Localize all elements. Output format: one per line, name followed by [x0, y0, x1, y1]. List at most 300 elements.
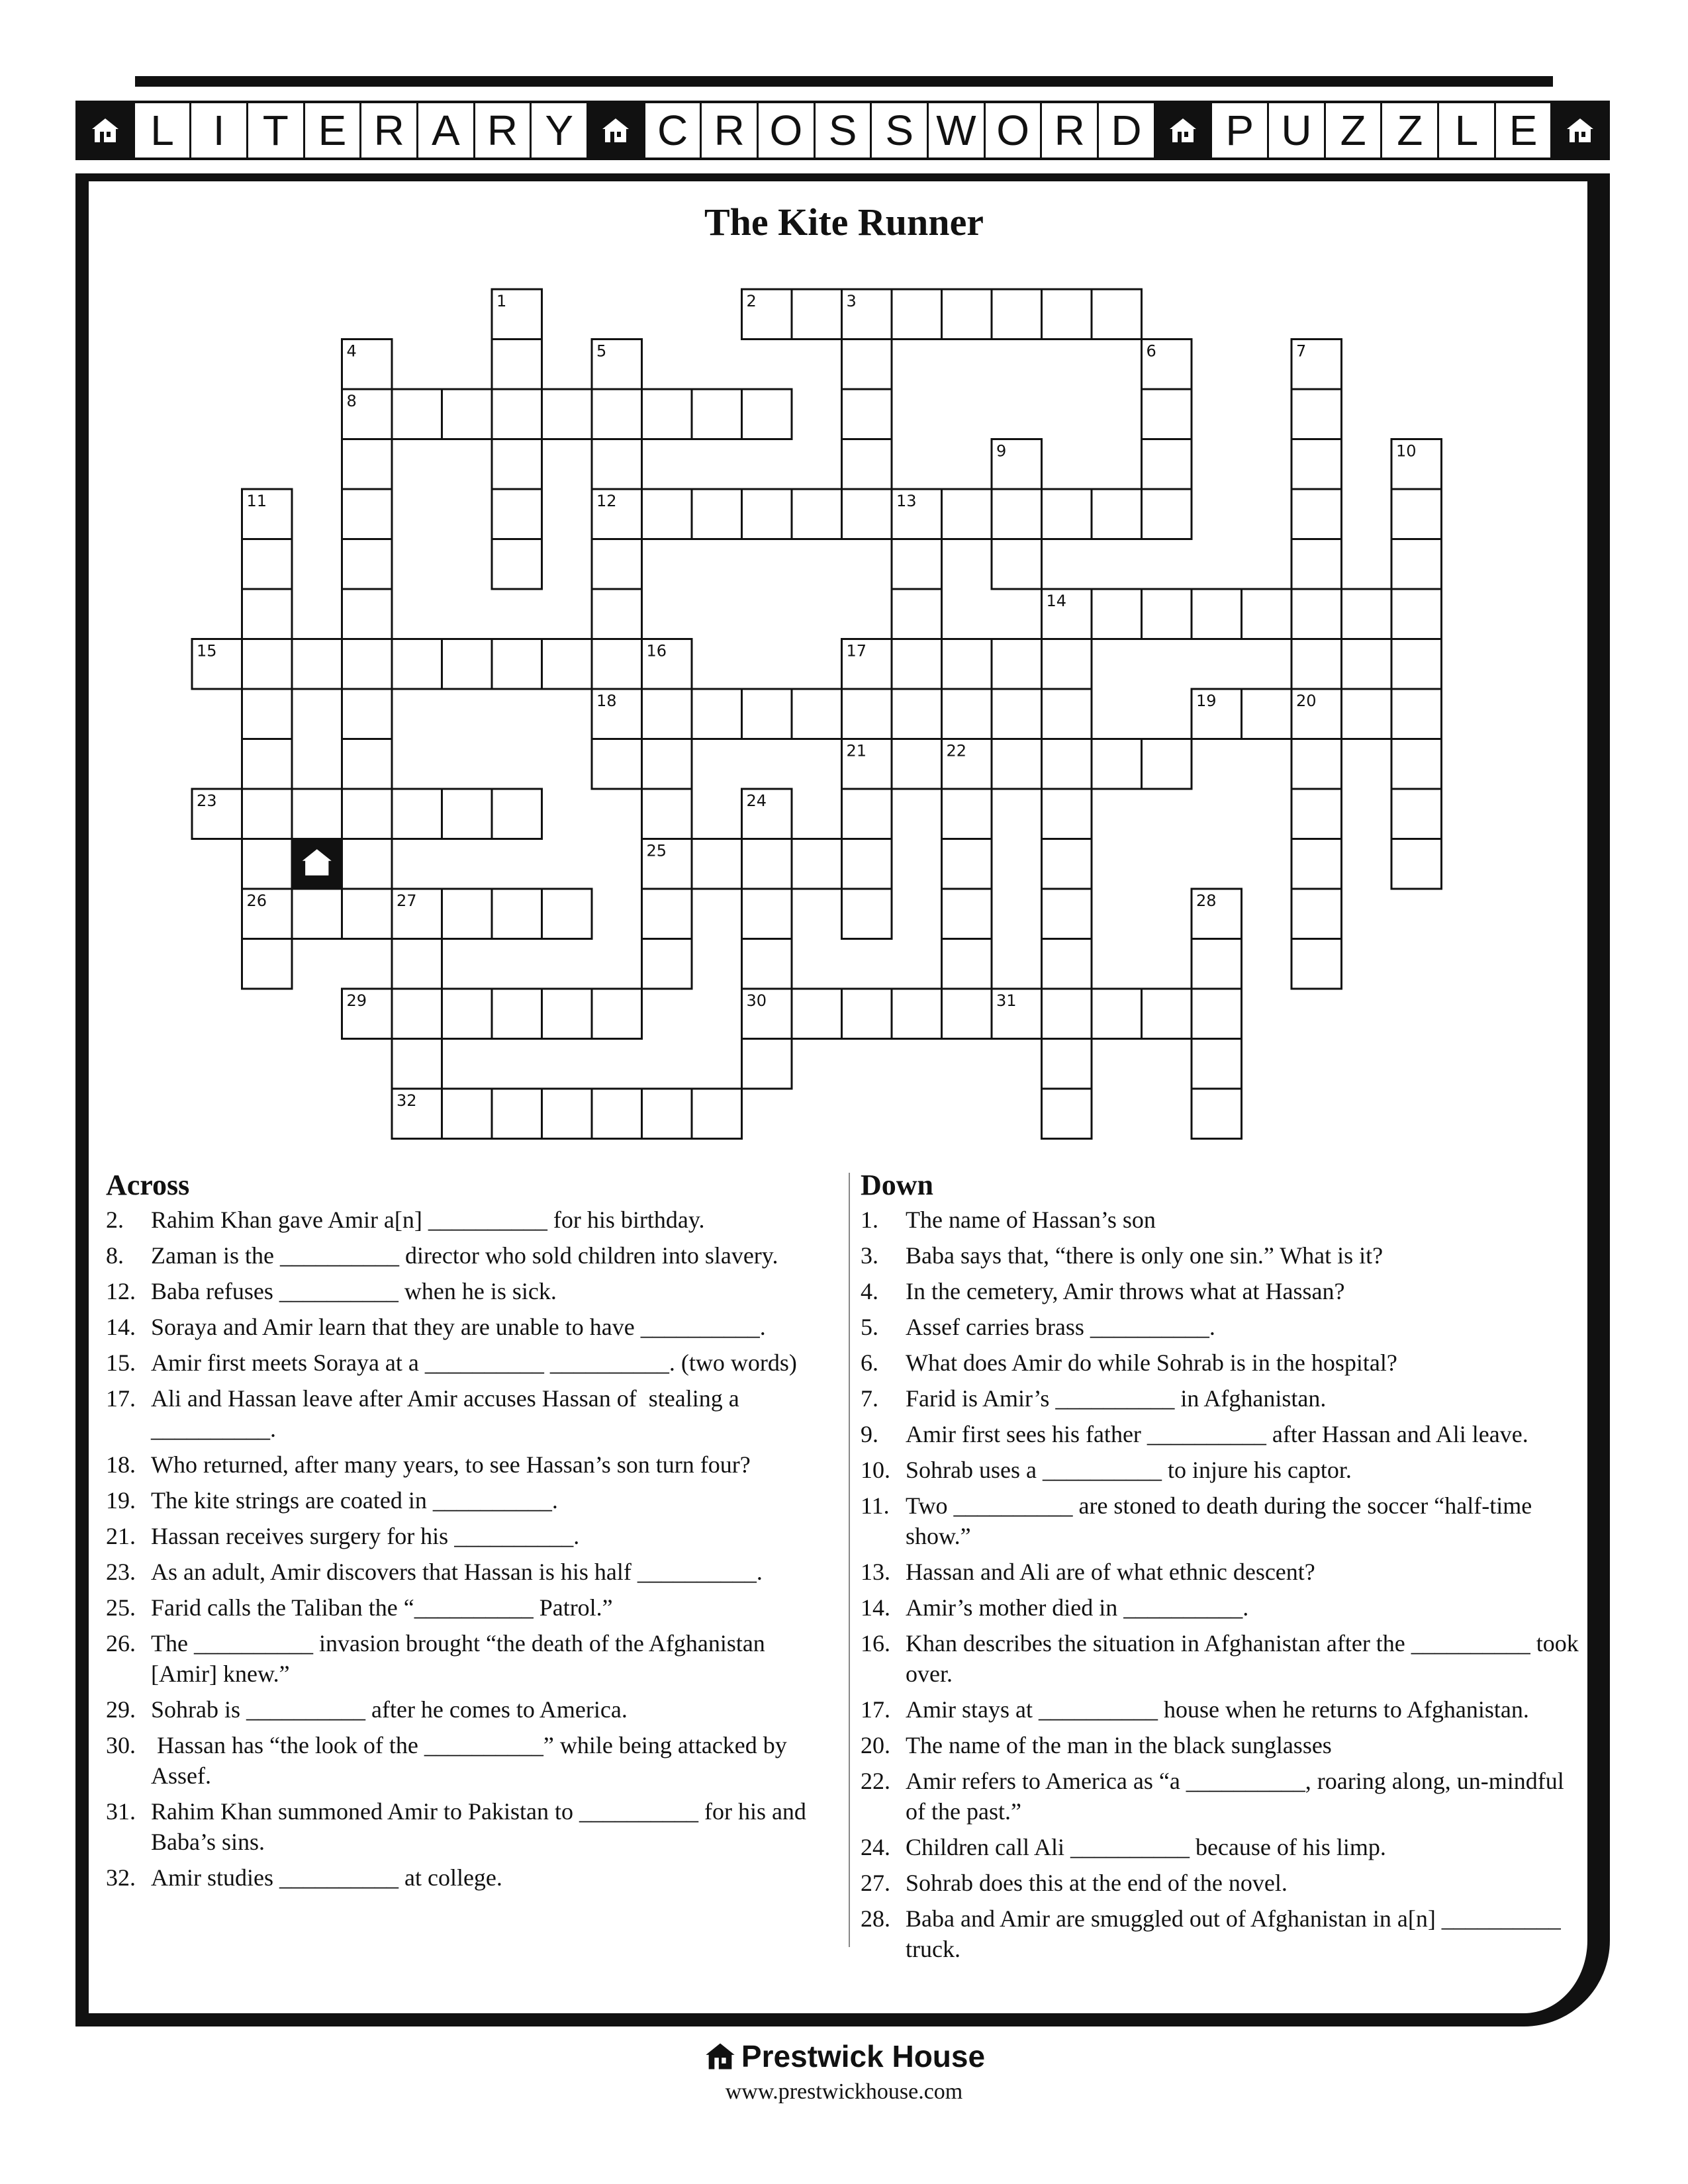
grid-cell[interactable] — [492, 1089, 542, 1139]
website-url: www.prestwickhouse.com — [725, 2079, 963, 2104]
grid-cell[interactable] — [1042, 839, 1092, 889]
banner-letter: E — [1496, 103, 1553, 158]
grid-cell[interactable] — [242, 539, 293, 590]
column-divider — [849, 1173, 850, 1947]
grid-cell[interactable] — [342, 589, 393, 639]
grid-cell[interactable] — [292, 889, 342, 939]
banner-letter: U — [1269, 103, 1326, 158]
cell-number: 14 — [1046, 592, 1067, 610]
cell-number: 15 — [197, 641, 217, 660]
grid-cell[interactable] — [392, 389, 442, 439]
clue-text: Khan describes the situation in Afghanistan after the __________ took over. — [906, 1630, 1585, 1687]
grid-cell[interactable] — [342, 689, 393, 739]
grid-cell[interactable] — [1391, 589, 1442, 639]
grid-cell[interactable] — [542, 989, 592, 1039]
grid-cell[interactable] — [1192, 939, 1242, 989]
grid-cell[interactable] — [342, 839, 393, 889]
clue-number: 18. — [106, 1451, 136, 1478]
grid-cell[interactable] — [842, 439, 892, 490]
grid-cell[interactable] — [592, 539, 642, 590]
clue-number: 5. — [861, 1314, 878, 1340]
clue-number: 2. — [106, 1206, 124, 1233]
clue-number: 30. — [106, 1732, 136, 1758]
grid-cell[interactable] — [292, 639, 342, 690]
clue-text: Amir first sees his father __________ after Hassan and Ali leave. — [906, 1421, 1528, 1447]
clue-number: 26. — [106, 1630, 136, 1657]
grid-cell[interactable] — [1391, 839, 1442, 889]
banner-letter: W — [929, 103, 986, 158]
clue-text: Sohrab does this at the end of the novel. — [906, 1870, 1288, 1896]
grid-cell[interactable] — [742, 889, 792, 939]
grid-cell[interactable] — [1042, 1039, 1092, 1089]
grid-cell[interactable] — [1042, 689, 1092, 739]
grid-cell[interactable] — [842, 340, 892, 390]
cell-number: 25 — [646, 841, 667, 860]
grid-cell[interactable] — [1042, 989, 1092, 1039]
grid-cell[interactable] — [342, 489, 393, 539]
clue-text: The kite strings are coated in __________. — [151, 1487, 558, 1514]
banner-letter: Y — [532, 103, 588, 158]
cell-number: 6 — [1146, 341, 1156, 361]
clue-text: The name of Hassan’s son — [906, 1206, 1156, 1233]
banner-letter: L — [135, 103, 192, 158]
grid-cell[interactable] — [492, 639, 542, 690]
grid-cell[interactable] — [992, 639, 1042, 690]
cell-number: 21 — [846, 741, 867, 760]
grid-cell[interactable] — [1142, 739, 1192, 790]
grid-cell[interactable] — [1092, 739, 1142, 790]
down-clue — [861, 1312, 1585, 1342]
down-clue — [861, 1557, 1585, 1587]
cell-number: 10 — [1396, 441, 1417, 461]
clue-text: Soraya and Amir learn that they are unable to have __________. — [151, 1314, 766, 1340]
cell-number: 24 — [746, 792, 767, 810]
grid-cell[interactable] — [592, 739, 642, 790]
grid-cell[interactable] — [992, 689, 1042, 739]
grid-cell[interactable] — [342, 789, 393, 839]
across-heading: Across — [106, 1169, 190, 1201]
grid-cell[interactable] — [592, 989, 642, 1039]
grid-cell[interactable] — [792, 989, 842, 1039]
clue-text: The __________ invasion brought “the death of the Afghanistan [Amir] knew.” — [151, 1630, 771, 1687]
clue-text: Who returned, after many years, to see Hassan’s son turn four? — [151, 1451, 751, 1478]
down-clue — [861, 1903, 1585, 1964]
grid-cell[interactable] — [992, 489, 1042, 539]
clue-text: Ali and Hassan leave after Amir accuses Hassan of stealing a __________. — [151, 1385, 745, 1442]
banner-letter: T — [248, 103, 305, 158]
grid-cell[interactable] — [242, 839, 293, 889]
grid-cell[interactable] — [1042, 489, 1092, 539]
clue-number: 23. — [106, 1559, 136, 1585]
grid-cell[interactable] — [842, 989, 892, 1039]
cell-number: 22 — [946, 741, 967, 760]
across-clue — [106, 1592, 834, 1623]
grid-cell[interactable] — [492, 539, 542, 590]
grid-cell[interactable] — [442, 1089, 492, 1139]
cell-number: 32 — [397, 1091, 417, 1110]
grid-cell[interactable] — [1342, 589, 1392, 639]
grid-cell[interactable] — [942, 689, 992, 739]
clue-number: 9. — [861, 1421, 878, 1447]
cell-number: 20 — [1296, 692, 1317, 710]
grid-cell[interactable] — [1291, 489, 1342, 539]
grid-cell[interactable] — [1242, 589, 1292, 639]
grid-cell[interactable] — [892, 989, 942, 1039]
cell-number: 18 — [596, 692, 617, 710]
grid-cell[interactable] — [592, 1089, 642, 1139]
grid-cell[interactable] — [842, 689, 892, 739]
grid-cell[interactable] — [1192, 1089, 1242, 1139]
clue-text: Rahim Khan summoned Amir to Pakistan to __________ for his and Baba’s sins. — [151, 1798, 812, 1855]
cell-number: 9 — [996, 441, 1007, 461]
grid-cell[interactable] — [1291, 639, 1342, 690]
banner-letter: E — [305, 103, 362, 158]
grid-cell[interactable] — [942, 939, 992, 989]
grid-cell[interactable] — [342, 739, 393, 790]
grid-cell[interactable] — [692, 489, 742, 539]
grid-cell[interactable] — [792, 289, 842, 340]
grid-cell[interactable] — [892, 289, 942, 340]
grid-cell[interactable] — [392, 989, 442, 1039]
grid-cell[interactable] — [242, 689, 293, 739]
grid-cell[interactable] — [1092, 989, 1142, 1039]
grid-cell[interactable] — [542, 889, 592, 939]
grid-cell[interactable] — [492, 489, 542, 539]
grid-cell[interactable] — [1291, 889, 1342, 939]
cell-number: 13 — [896, 492, 917, 510]
grid-cell[interactable] — [1142, 489, 1192, 539]
grid-cell[interactable] — [1142, 389, 1192, 439]
down-clue — [861, 1832, 1585, 1862]
clue-number: 28. — [861, 1905, 890, 1932]
grid-cell[interactable] — [392, 639, 442, 690]
grid-cell[interactable] — [1092, 589, 1142, 639]
cell-number: 31 — [996, 991, 1017, 1010]
grid-cell[interactable] — [1242, 689, 1292, 739]
house-icon — [292, 839, 342, 889]
grid-cell[interactable] — [1092, 489, 1142, 539]
grid-cell[interactable] — [942, 889, 992, 939]
grid-cell[interactable] — [642, 489, 692, 539]
grid-cell[interactable] — [692, 839, 742, 889]
grid-cell[interactable] — [242, 639, 293, 690]
grid-cell[interactable] — [492, 889, 542, 939]
clue-text: Two __________ are stoned to death during the soccer “half-time show.” — [906, 1492, 1538, 1549]
grid-cell[interactable] — [742, 939, 792, 989]
grid-cell[interactable] — [1291, 939, 1342, 989]
clue-text: The name of the man in the black sunglasses — [906, 1732, 1332, 1758]
grid-cell[interactable] — [492, 989, 542, 1039]
grid-cell[interactable] — [842, 389, 892, 439]
grid-cell[interactable] — [242, 939, 293, 989]
cell-number: 29 — [346, 991, 367, 1010]
grid-cell[interactable] — [692, 689, 742, 739]
clue-text: Assef carries brass __________. — [906, 1314, 1215, 1340]
grid-cell[interactable] — [642, 939, 692, 989]
grid-cell[interactable] — [1142, 989, 1192, 1039]
grid-cell[interactable] — [342, 889, 393, 939]
across-clues — [106, 1170, 834, 1898]
grid-cell[interactable] — [592, 389, 642, 439]
grid-cell[interactable] — [442, 639, 492, 690]
across-clue — [106, 1276, 834, 1306]
grid-cell[interactable] — [492, 389, 542, 439]
footer-logo — [0, 2038, 1688, 2105]
grid-cell[interactable] — [942, 639, 992, 690]
grid-cell[interactable] — [642, 1089, 692, 1139]
cell-number: 26 — [246, 891, 267, 910]
clue-number: 22. — [861, 1768, 890, 1794]
across-clue — [106, 1557, 834, 1587]
across-clue — [106, 1240, 834, 1271]
grid-cell[interactable] — [942, 989, 992, 1039]
grid-cell[interactable] — [1042, 289, 1092, 340]
down-clues — [861, 1170, 1585, 1970]
grid-cell[interactable] — [1142, 589, 1192, 639]
grid-cell[interactable] — [742, 689, 792, 739]
cell-number: 12 — [596, 492, 617, 510]
banner-letter: Z — [1382, 103, 1439, 158]
grid-cell[interactable] — [692, 1089, 742, 1139]
banner-letter: P — [1212, 103, 1269, 158]
grid-cell[interactable] — [1391, 739, 1442, 790]
grid-cell[interactable] — [642, 389, 692, 439]
clue-number: 15. — [106, 1349, 136, 1376]
across-clue — [106, 1628, 834, 1689]
grid-cell[interactable] — [792, 489, 842, 539]
grid-cell[interactable] — [1291, 439, 1342, 490]
grid-cell[interactable] — [792, 839, 842, 889]
clue-text: What does Amir do while Sohrab is in the hospital? — [906, 1349, 1397, 1376]
grid-cell[interactable] — [1391, 539, 1442, 590]
clue-text: In the cemetery, Amir throws what at Hassan? — [906, 1278, 1345, 1304]
down-clue — [861, 1694, 1585, 1725]
grid-cell[interactable] — [242, 789, 293, 839]
across-clue — [106, 1485, 834, 1516]
puzzle-title: The Kite Runner — [704, 201, 984, 244]
house-icon — [703, 2039, 737, 2073]
clue-number: 6. — [861, 1349, 878, 1376]
cell-number: 28 — [1196, 891, 1217, 910]
grid-cell[interactable] — [242, 739, 293, 790]
cell-number: 30 — [746, 991, 767, 1010]
grid-cell[interactable] — [292, 789, 342, 839]
clue-text: Baba says that, “there is only one sin.” What is it? — [906, 1242, 1383, 1269]
clue-number: 4. — [861, 1278, 878, 1304]
banner-letter: S — [816, 103, 872, 158]
grid-cell[interactable] — [642, 739, 692, 790]
grid-cell[interactable] — [542, 639, 592, 690]
down-clue — [861, 1419, 1585, 1449]
grid-cell[interactable] — [992, 289, 1042, 340]
grid-cell[interactable] — [1192, 1039, 1242, 1089]
grid-cell[interactable] — [842, 789, 892, 839]
down-clue — [861, 1868, 1585, 1898]
clue-number: 17. — [106, 1385, 136, 1412]
grid-cell[interactable] — [892, 689, 942, 739]
banner-letter: L — [1439, 103, 1496, 158]
grid-cell[interactable] — [1291, 539, 1342, 590]
clue-number: 17. — [861, 1696, 890, 1723]
across-clue — [106, 1205, 834, 1235]
grid-cell[interactable] — [1092, 289, 1142, 340]
grid-cell[interactable] — [842, 839, 892, 889]
grid-cell[interactable] — [1042, 789, 1092, 839]
grid-cell[interactable] — [742, 839, 792, 889]
banner-letter: D — [1099, 103, 1156, 158]
down-heading: Down — [861, 1169, 934, 1201]
cell-number: 11 — [246, 492, 267, 510]
brand — [703, 2038, 985, 2074]
grid-cell[interactable] — [342, 639, 393, 690]
clue-number: 14. — [861, 1594, 890, 1621]
grid-cell[interactable] — [792, 689, 842, 739]
clue-number: 16. — [861, 1630, 890, 1657]
across-clue — [106, 1862, 834, 1893]
clue-number: 8. — [106, 1242, 124, 1269]
grid-cell[interactable] — [1391, 689, 1442, 739]
banner-letter: Z — [1326, 103, 1383, 158]
grid-cell[interactable] — [892, 639, 942, 690]
grid-cell[interactable] — [492, 789, 542, 839]
brand-name: Prestwick House — [741, 2039, 986, 2073]
clue-number: 19. — [106, 1487, 136, 1514]
cell-number: 19 — [1196, 692, 1217, 710]
clue-number: 3. — [861, 1242, 878, 1269]
grid-cell[interactable] — [1342, 689, 1392, 739]
grid-cell[interactable] — [442, 789, 492, 839]
grid-cell[interactable] — [892, 739, 942, 790]
clue-text: Children call Ali __________ because of his limp. — [906, 1834, 1386, 1860]
grid-cell[interactable] — [992, 539, 1042, 590]
clue-number: 11. — [861, 1492, 890, 1519]
clue-text: Baba refuses __________ when he is sick. — [151, 1278, 557, 1304]
banner-letter: R — [1042, 103, 1099, 158]
cell-number: 4 — [346, 341, 357, 361]
grid-cell[interactable] — [742, 389, 792, 439]
grid-cell[interactable] — [592, 439, 642, 490]
clue-text: Hassan receives surgery for his __________. — [151, 1523, 580, 1549]
across-clue — [106, 1347, 834, 1378]
grid-cell[interactable] — [442, 989, 492, 1039]
grid-cell[interactable] — [742, 1039, 792, 1089]
grid-cell[interactable] — [1042, 639, 1092, 690]
grid-cell[interactable] — [1291, 739, 1342, 790]
grid-cell[interactable] — [442, 389, 492, 439]
grid-cell[interactable] — [242, 589, 293, 639]
grid-cell[interactable] — [642, 689, 692, 739]
grid-cell[interactable] — [342, 439, 393, 490]
banner-letter: O — [759, 103, 816, 158]
grid-cell[interactable] — [1391, 489, 1442, 539]
grid-cell[interactable] — [642, 889, 692, 939]
clue-text: Rahim Khan gave Amir a[n] __________ for his birthday. — [151, 1206, 705, 1233]
banner-letter: R — [475, 103, 532, 158]
grid-cell[interactable] — [542, 389, 592, 439]
clue-text: Hassan and Ali are of what ethnic descent? — [906, 1559, 1315, 1585]
across-clue — [106, 1521, 834, 1551]
grid-cell[interactable] — [1142, 439, 1192, 490]
banner-letter: I — [191, 103, 248, 158]
down-clue — [861, 1592, 1585, 1623]
grid-cell[interactable] — [1291, 389, 1342, 439]
grid-cell[interactable] — [442, 889, 492, 939]
across-clue — [106, 1449, 834, 1480]
clue-text: As an adult, Amir discovers that Hassan is his half __________. — [151, 1559, 763, 1585]
grid-cell[interactable] — [742, 489, 792, 539]
cell-number: 5 — [596, 341, 607, 361]
grid-cell[interactable] — [342, 539, 393, 590]
cell-number: 23 — [197, 792, 217, 810]
grid-cell[interactable] — [542, 1089, 592, 1139]
grid-cell[interactable] — [942, 789, 992, 839]
grid-cell[interactable] — [392, 1039, 442, 1089]
down-clue — [861, 1730, 1585, 1760]
down-clue — [861, 1276, 1585, 1306]
across-clue — [106, 1730, 834, 1791]
banner-letter: A — [418, 103, 475, 158]
grid-cell[interactable] — [1042, 1089, 1092, 1139]
grid-cell[interactable] — [492, 439, 542, 490]
grid-cell[interactable] — [692, 389, 742, 439]
grid-cell[interactable] — [492, 340, 542, 390]
banner-letter: S — [872, 103, 929, 158]
grid-cell[interactable] — [992, 739, 1042, 790]
grid-cell[interactable] — [1042, 889, 1092, 939]
down-clue — [861, 1628, 1585, 1689]
clue-text: Sohrab uses a __________ to injure his captor. — [906, 1457, 1352, 1483]
grid-cell[interactable] — [1391, 639, 1442, 690]
grid-cell[interactable] — [892, 539, 942, 590]
grid-cell[interactable] — [392, 939, 442, 989]
across-clue — [106, 1796, 834, 1857]
clue-number: 24. — [861, 1834, 890, 1860]
cell-number: 8 — [346, 392, 357, 410]
grid-cell[interactable] — [892, 589, 942, 639]
clue-number: 21. — [106, 1523, 136, 1549]
cell-number: 3 — [846, 292, 857, 310]
clue-text: Zaman is the __________ director who sold children into slavery. — [151, 1242, 778, 1269]
grid-cell[interactable] — [592, 639, 642, 690]
down-clue — [861, 1383, 1585, 1414]
grid-cell[interactable] — [392, 789, 442, 839]
across-clue — [106, 1312, 834, 1342]
clue-number: 29. — [106, 1696, 136, 1723]
grid-cell[interactable] — [942, 839, 992, 889]
clue-number: 10. — [861, 1457, 890, 1483]
down-clue — [861, 1240, 1585, 1271]
banner-letter: C — [645, 103, 702, 158]
grid-cell[interactable] — [1192, 589, 1242, 639]
cell-number: 7 — [1296, 341, 1307, 361]
grid-cell[interactable] — [1291, 589, 1342, 639]
cell-number: 17 — [846, 641, 867, 660]
grid-cell[interactable] — [842, 889, 892, 939]
grid-cell[interactable] — [1042, 939, 1092, 989]
grid-cell[interactable] — [642, 789, 692, 839]
cell-number: 2 — [746, 292, 757, 310]
grid-cell[interactable] — [1042, 739, 1092, 790]
grid-cell[interactable] — [942, 489, 992, 539]
grid-cell[interactable] — [1391, 789, 1442, 839]
grid-cell[interactable] — [1192, 989, 1242, 1039]
cell-number: 1 — [496, 292, 507, 310]
grid-cell[interactable] — [1291, 789, 1342, 839]
grid-cell[interactable] — [942, 289, 992, 340]
grid-cell[interactable] — [592, 589, 642, 639]
grid-cell[interactable] — [1291, 839, 1342, 889]
grid-cell[interactable] — [842, 489, 892, 539]
